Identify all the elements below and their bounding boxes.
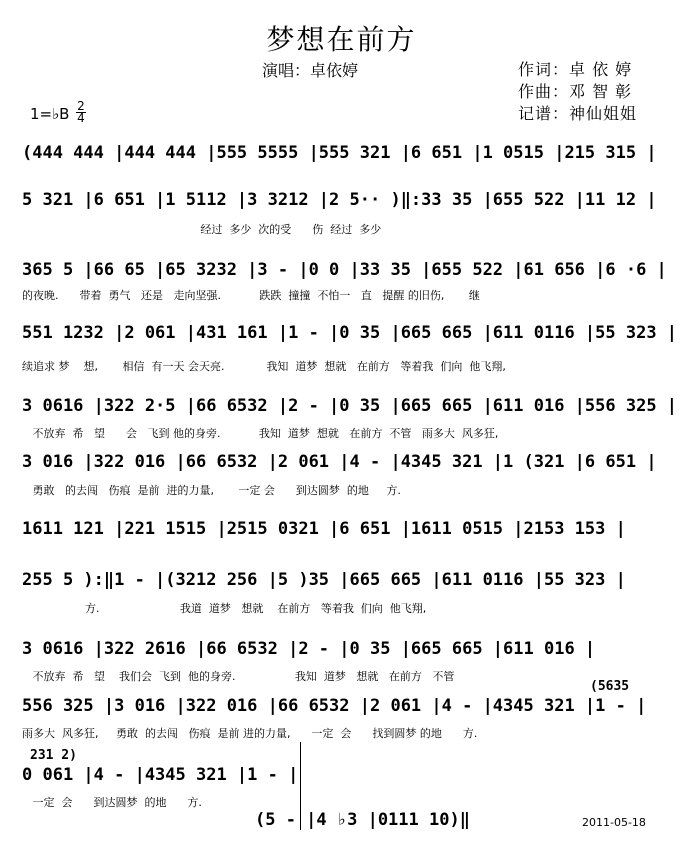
lyric-line-8: 方. 我道 道梦 想就 在前方 等着我 们向 他飞翔, — [22, 602, 427, 615]
lyricist-credit: 作词：卓 依 婷 — [518, 60, 633, 79]
lyric-line-10: 雨多大 风多狂, 勇敢 的去闯 伤痕 是前 进的力量, 一定 会 找到圆梦 的地 方. — [22, 727, 478, 740]
time-signature — [76, 101, 86, 124]
singer-credit: 演唱：卓依婷 — [262, 61, 359, 80]
notation-line-10: 556 325 |3 016 |322 016 |66 6532 |2 061 |4 - |4345 321 |1 - | — [22, 696, 647, 716]
key-signature: 1=♭B — [30, 105, 70, 123]
lyric-line-2: 经过 多少 次的受 伤 经过 多少 — [22, 223, 382, 236]
notation-line-6: 3 016 |322 016 |66 6532 |2 061 |4 - |4345 321 |1 (321 |6 651 | — [22, 452, 657, 472]
notation-line-7: 1611 121 |221 1515 |2515 0321 |6 651 |1611 0515 |2153 153 | — [22, 519, 626, 539]
notation-line-8: 255 5 ):‖1 - |(3212 256 |5 )35 |665 665 |611 0116 |55 323 | — [22, 570, 626, 590]
time-signature-top: 2 — [77, 99, 85, 113]
notation-line-4: 551 1232 |2 061 |431 161 |1 - |0 35 |665 665 |611 0116 |55 323 | — [22, 323, 678, 343]
composer-credit: 作曲：邓 智 彰 — [518, 82, 633, 101]
coda-line: (5 - |4 ♭3 |0111 10)‖ — [255, 810, 470, 830]
notation-line-3: 365 5 |66 65 |65 3232 |3 - |0 0 |33 35 |655 522 |61 656 |6 ·6 | — [22, 260, 667, 280]
volta-first-ending: (5635 — [590, 679, 630, 694]
song-title: 梦想在前方 — [266, 23, 417, 56]
notation-line-1: (444 444 |444 444 |555 5555 |555 321 |6 651 |1 0515 |215 315 | — [22, 143, 657, 163]
lyric-line-5: 不放弃 希 望 会 飞到 他的身旁. 我知 道梦 想就 在前方 不管 雨多大 风多狂, — [22, 427, 499, 440]
transcriber-credit: 记谱：神仙姐姐 — [518, 104, 638, 123]
lyric-line-4: 续追求 梦 想, 相信 有一天 会天亮. 我知 道梦 想就 在前方 等着我 们向 他飞翔, — [22, 360, 506, 373]
lyric-line-3: 的夜晚. 带着 勇气 还是 走向坚强. 跌跌 撞撞 不怕一 直 提醒 的旧伤, 继 — [22, 289, 480, 302]
notation-line-2: 5 321 |6 651 |1 5112 |3 3212 |2 5·· )‖:33 35 |655 522 |11 12 | — [22, 190, 657, 210]
volta-second-ending: 231 2) — [30, 748, 77, 763]
transcription-date: 2011-05-18 — [582, 816, 646, 829]
lyric-line-11: 一定 会 到达圆梦 的地 方. — [22, 796, 202, 809]
time-signature-bottom: 4 — [77, 111, 85, 125]
notation-line-9: 3 0616 |322 2616 |66 6532 |2 - |0 35 |665 665 |611 016 | — [22, 639, 596, 659]
notation-line-11: 0 061 |4 - |4345 321 |1 - | — [22, 765, 299, 785]
notation-line-5: 3 0616 |322 2·5 |66 6532 |2 - |0 35 |665 665 |611 016 |556 325 | — [22, 396, 678, 416]
lyric-line-9: 不放弃 希 望 我们会 飞到 他的身旁. 我知 道梦 想就 在前方 不管 — [22, 670, 455, 683]
lyric-line-6: 勇敢 的去闯 伤痕 是前 进的力量, 一定 会 到达圆梦 的地 方. — [22, 484, 401, 497]
